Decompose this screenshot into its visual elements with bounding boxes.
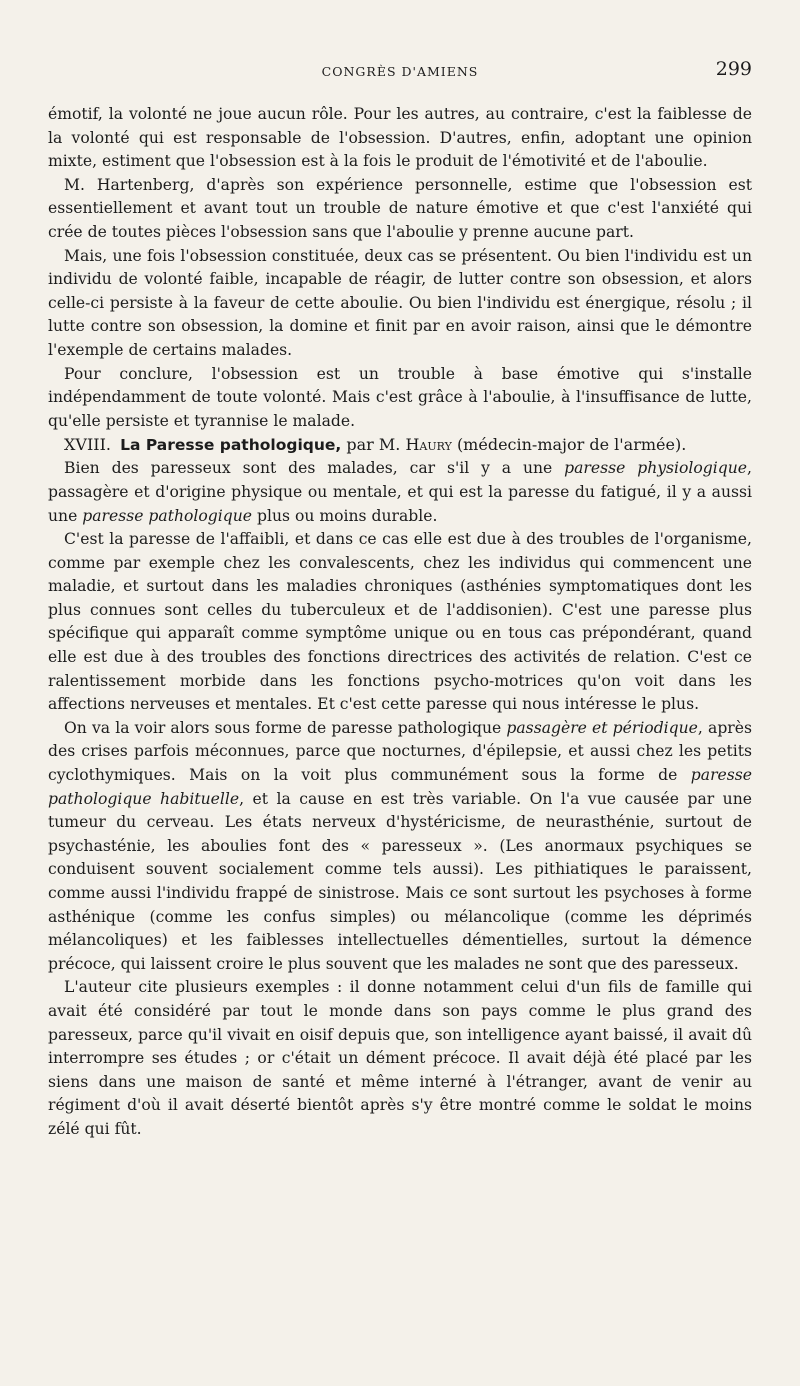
paragraph: Pour conclure, l'obsession est un trouble à base émotive qui s'installe indépendamment de toute volonté. Mais c'est grâce à l'aboulie, à l'insuffisance de lutte, qu'elle persiste et tyrannise le malade.	[48, 364, 752, 430]
paragraph: M. Hartenberg, d'après son expérience personnelle, estime que l'obsession est essentiellement et avant tout un trouble de nature émotive et que c'est l'anxiété qui crée de toutes pièces l'obsession sans que l'aboulie y prenne aucune part.	[48, 175, 752, 241]
body-text	[48, 103, 752, 1142]
italic-term: passagère et périodique	[506, 718, 698, 737]
running-title: CONGRÈS D'AMIENS	[321, 64, 479, 79]
paragraph: Mais, une fois l'obsession constituée, deux cas se présentent. Ou bien l'individu est un individu de volonté faible, incapable de réagir, de lutter contre son obsession, et alors celle-ci persiste à la faveur de cette aboulie. Ou bien l'individu est énergique, résolu ; il lutte contre son obsession, la domine et finit par en avoir raison, ainsi que le démontre l'exemple de certains malades.	[48, 246, 752, 359]
paragraph	[48, 457, 752, 528]
text-run: Bien des paresseux sont des malades, car s'il y a une	[64, 459, 565, 478]
italic-term: paresse pathologique habituelle	[48, 766, 752, 808]
section-author: Haury	[405, 435, 452, 455]
section-heading	[48, 433, 752, 457]
section-affiliation: (médecin-major de l'armée).	[456, 435, 687, 455]
page-number: 299	[715, 58, 752, 80]
italic-term: paresse pathologique	[82, 506, 253, 525]
section-title: La Paresse pathologique,	[120, 436, 342, 455]
text-run: , et la cause en est très variable. On l'a vue causée par une tumeur du cerveau. Les états nerveux d'hystéricisme, de neurasthénie, surtout de psychasténie, les aboulies font des « paresseux ». (Les anormaux psychiques se conduisent souvent socialement comme tels aussi). Les pithiatiques le paraissent, comme aussi l'individu frappé de sinistrose. Mais ce sont surtout les psychoses à forme asthénique (comme les confus simples) ou mélancolique (comme les déprimés mélancoliques) et les faiblesses intellectuelles démentielles, surtout la démence précoce, qui laissent croire le plus souvent que les malades ne sont que des paresseux.	[48, 789, 752, 973]
text-run: plus ou moins durable.	[252, 506, 438, 525]
paragraph: L'auteur cite plusieurs exemples : il donne notamment celui d'un fils de famille qui avait été considéré par tout le monde dans son pays comme le plus grand des paresseux, parce qu'il vivait en oisif depuis que, son intelligence ayant baissé, il avait dû interrompre ses études ; or c'était un dément précoce. Il avait déjà été placé par les siens dans une maison de santé et même interné à l'étranger, avant de venir au régiment d'où il avait déserté bientôt après s'y être montré comme le soldat le moins zélé qui fût.	[48, 978, 752, 1138]
paragraph: C'est la paresse de l'affaibli, et dans ce cas elle est due à des troubles de l'organisme, comme par exemple chez les convalescents, chez les individus qui commencent une maladie, et surtout dans les maladies chroniques (asthénies symptomatiques dont les plus connues sont celles du tuberculeux et de l'addisonien). C'est une paresse plus spécifique qui apparaît comme symptôme unique ou en tous cas prépondérant, quand elle est due à des troubles des fonctions directrices des activités de relation. C'est ce ralentissement morbide dans les fonctions psycho-motrices qu'on voit dans les affections nerveuses et mentales. Et c'est cette paresse qui nous intéresse le plus.	[48, 530, 752, 714]
section-by: par M.	[346, 435, 401, 455]
text-run: , après des crises parfois méconnues, parce que nocturnes, d'épilepsie, et aussi chez les petits cyclothymiques. Mais on la voit plus communément sous la forme de	[48, 718, 752, 785]
text-run: On va la voir alors sous forme de paresse pathologique	[64, 718, 507, 737]
page-header	[48, 58, 752, 88]
italic-term: paresse physiologique	[564, 459, 748, 478]
text-run: , passagère et d'origine physique ou mentale, et qui est la paresse du fatigué, il y a aussi une	[48, 459, 753, 525]
paragraph	[48, 717, 752, 977]
paragraph: émotif, la volonté ne joue aucun rôle. Pour les autres, au contraire, c'est la faiblesse de la volonté qui est responsable de l'obsession. D'autres, enfin, adoptant une opinion mixte, estiment que l'obsession est à la fois le produit de l'émotivité et de l'aboulie.	[48, 105, 752, 171]
section-number: XVIII.	[64, 435, 111, 455]
